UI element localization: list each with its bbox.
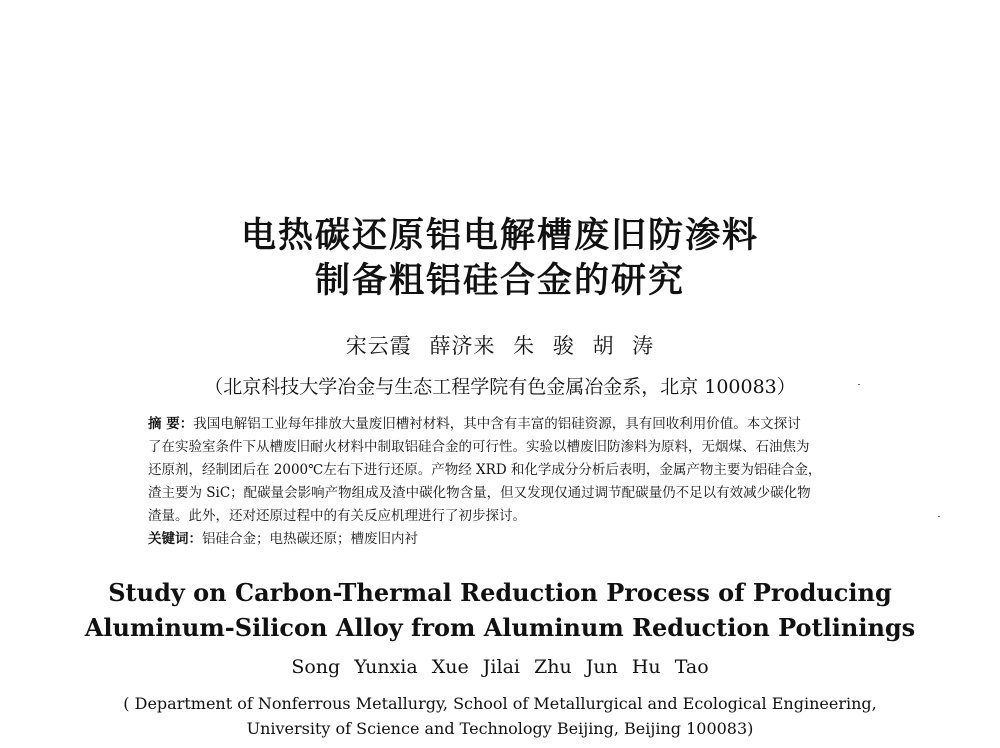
abstract-text: 我国电解铝工业每年排放大量废旧槽衬材料，其中含有丰富的铝硅资源，具有回收利用价值。本文探讨 (193, 416, 801, 432)
keywords-label: 关键词： (148, 531, 202, 547)
chinese-authors: 宋云霞 薛济来 朱 骏 胡 涛 (345, 334, 655, 358)
scan-speck (938, 516, 940, 517)
english-affiliation-line-2: University of Science and Technology Beijing, Beijing 100083) (246, 719, 754, 738)
keywords-line (148, 528, 880, 551)
chinese-affiliation: （北京科技大学冶金与生态工程学院有色金属冶金系，北京 100083） (204, 376, 796, 398)
abstract-line: 渣主要为 SiC；配碳量会影响产物组成及渣中碳化物含量，但又发现仅通过调节配碳量仍不足以有效减少碳化物 (148, 485, 811, 501)
english-title-line-1: Study on Carbon-Thermal Reduction Process of Producing (108, 578, 892, 607)
abstract-label: 摘 要： (148, 416, 194, 432)
chinese-title-line-2: 制备粗铝硅合金的研究 (314, 260, 685, 301)
abstract-line (148, 413, 880, 436)
english-title-line-2: Aluminum-Silicon Alloy from Aluminum Reduction Potlinings (84, 613, 916, 642)
abstract-line: 渣量。此外，还对还原过程中的有关反应机理进行了初步探讨。 (148, 508, 526, 524)
abstract-line: 还原剂，经制团后在 2000℃左右下进行还原。产物经 XRD 和化学成分分析后表明，金属产物主要为铝硅合金， (148, 462, 822, 478)
abstract-line: 了在实验室条件下从槽废旧耐火材料中制取铝硅合金的可行性。实验以槽废旧防渗料为原料，无烟煤、石油焦为 (148, 439, 810, 455)
keywords-text: 铝硅合金；电热碳还原；槽废旧内衬 (202, 531, 418, 547)
english-affiliation-line-1: ( Department of Nonferrous Metallurgy, School of Metallurgical and Ecological Engineering, (123, 694, 877, 713)
chinese-title-line-1: 电热碳还原铝电解槽废旧防渗料 (240, 215, 759, 256)
english-authors: Song Yunxia Xue Jilai Zhu Jun Hu Tao (291, 656, 709, 678)
chinese-abstract (148, 413, 880, 551)
scan-speck (858, 384, 860, 385)
